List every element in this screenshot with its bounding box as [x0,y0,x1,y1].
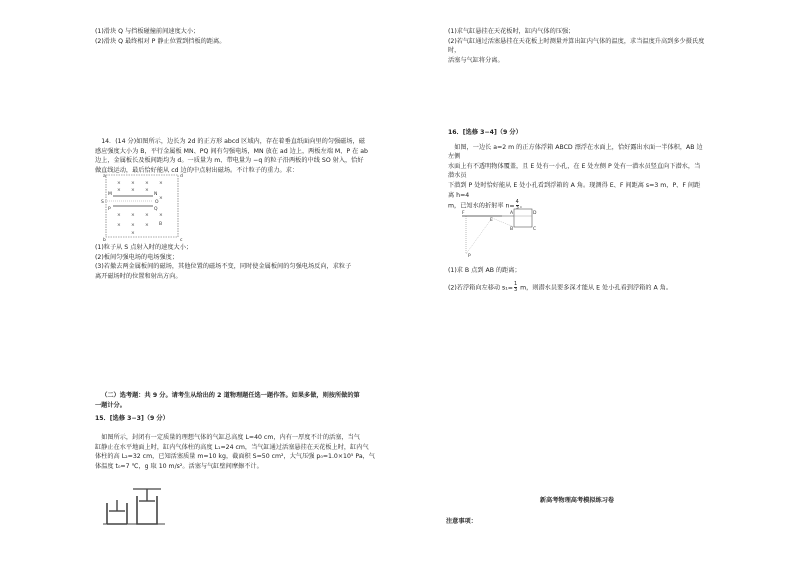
fig14-label-c: c [180,238,183,243]
figure-15 [103,487,173,527]
q14-sub3-cont: 离开磁场时的位置和射出方向。 [95,272,182,280]
prev-question-parts [95,27,395,46]
field-mark: × [145,188,149,193]
q15-title: 15．[选修 3−3]（9 分） [95,415,169,423]
q16-line: m，已知水的折射率 n= $\frac{4}{3}$ 。 [448,199,526,212]
field-mark: × [131,181,135,186]
elective-section-header [95,391,395,424]
field-mark: × [117,188,121,193]
q14-line: 14．(14 分)如图所示，边长为 2d 的正方形 abcd 区域内，存在着垂直纸面向里的匀强磁场，磁 [101,138,365,145]
left-column [95,0,395,562]
prev-q1: (1)滑块 Q 与挡板碰撞前间速度大小； [95,28,200,35]
fig14-label-M: M [108,192,112,197]
fig14-label-a: a [103,174,106,179]
q14-line: 做直线运动，最后恰好能从 cd 边的中点射出磁场。不计粒子的重力。求： [95,166,299,174]
field-mark: × [145,223,149,228]
fig14-label-P: P [108,207,111,212]
question-15 [95,433,395,471]
q16-sub2: (2)若浮箱向左移动 s₁= $\frac{1}{3}$ m，则潜水员要多深才能从 E 处小孔看到浮箱的 A 角。 [448,280,673,293]
field-mark: × [131,213,135,218]
q14-sub3: (3)若撤去两金属板间的磁场，其他位置的磁场不变，同时使金属板间的匀强电场反向，求粒子 [95,263,352,271]
q16-line: 如图，一边长 a=2 m 的正方体浮箱 ABCD 漂浮在水面上，恰好露出水面一半体积，AB 边左侧 [448,143,703,161]
prev-q2: (2)滑块 Q 最终相对 P 静止位置到挡板的距离。 [95,37,226,45]
fig16-label-A: A [510,211,514,216]
fig14-label-S: S [101,200,104,205]
field-mark: × [117,213,121,218]
q16-subquestions [448,266,706,293]
fig16-label-C: C [533,227,537,232]
q16-title: 16．[选修 3−4]（9 分） [448,129,522,136]
q15-sub2: (2)若气缸通过活塞悬挂在天花板上时测量并算出缸内气体的温度，求当温度升高到多少摄氏度时， [448,37,705,55]
field-mark: × [159,213,163,218]
q16-line: 下潜到 P 处时恰好能从 E 处小孔看到浮箱的 A 角。现测得 E、F 间距离 s=3 m，P、F 间距离 h=4 [448,182,701,199]
field-mark: × [145,213,149,218]
q15-sub2-cont: 活塞与气缸将分离。 [448,56,504,64]
field-mark: × [131,223,135,228]
field-mark: × [145,181,149,186]
q14-sub2: (2)板间匀强电场的电场强度； [95,253,179,261]
q14-sub1: (1)粒子从 S 点射入时的速度大小； [95,244,193,251]
q16-line: 水面上有不透明物体覆盖，且 E 处有一小孔，在 E 处左侧 P 处有一潜水员竖直向下潜水，当潜水员 [448,162,701,180]
q14-subquestions [95,243,395,281]
q14-line: 感应强度大小为 B，平行金属板 MN、PQ 间有匀强电场，MN 放在 ad 边上，两板左端 M、P 在 ab [95,147,368,155]
fig16-label-D: D [533,211,537,216]
question-16 [448,128,706,211]
q15-line: 体柱的高 L₂=32 cm，已知活塞质量 m=10 kg，截面积 S=50 cm²，大气压强 p₀=1.0×10⁵ Pa，气 [95,453,375,461]
field-mark: × [159,181,163,186]
q15-line: 如图所示，封闭有一定质量的理想气体的气缸总高度 L=40 cm，内有一厚度不计的活塞，当气 [101,434,360,441]
fig14-label-Q: Q [154,207,158,212]
elective-head: （二）选考题：共 9 分。请考生从给出的 2 道物理题任选一题作答。如果多做，则按所做的第 [101,392,360,399]
fig16-label-F: F [462,211,465,216]
figure-16 [456,206,546,262]
fig14-label-N: N [154,192,158,197]
fig14-label-O: O [155,200,159,205]
field-mark: × [117,223,121,228]
field-mark: × [131,188,135,193]
field-mark: × [131,231,135,236]
q14-line: 边上，金属板长及板间距均为 d。一质量为 m、带电量为 −q 的粒子沿两板的中线 SO 射入，恰好 [95,157,364,165]
right-column [448,0,706,562]
question-14 [95,137,395,175]
fig14-label-b: b [103,238,106,243]
fig14-label-d: d [180,174,183,179]
fig14-label-B: B [159,222,163,227]
q16-sub1: (1)求 B 点到 AB 的距离； [448,267,521,274]
q15-sub1: (1)求气缸悬挂在天花板时，缸内气体的压强； [448,28,575,35]
exam-title: 新高考物理高考模拟练习卷 [539,497,615,504]
q15-line: 缸静止在水平地面上时，缸内气体柱的高度 L₁=24 cm，当气缸通过活塞悬挂在天花板上时，缸内气 [95,443,369,451]
field-mark: × [159,196,163,201]
figure-14 [103,172,185,242]
fig16-label-P: P [468,254,471,259]
fig16-label-E: E [490,218,493,223]
q15-subquestions [448,27,706,65]
notice-heading: 注意事项： [446,518,477,525]
elective-head-cont: 一题计分。 [95,401,126,409]
fig16-label-B: B [510,227,514,232]
offset-fraction: $\frac{1}{3}$ [513,280,518,293]
q15-line: 体温度 t₀=7 ℃，g 取 10 m/s²。活塞与气缸壁间摩擦不计。 [95,462,263,470]
refractive-index-fraction: $\frac{4}{3}$ [515,199,519,212]
field-mark: × [117,181,121,186]
